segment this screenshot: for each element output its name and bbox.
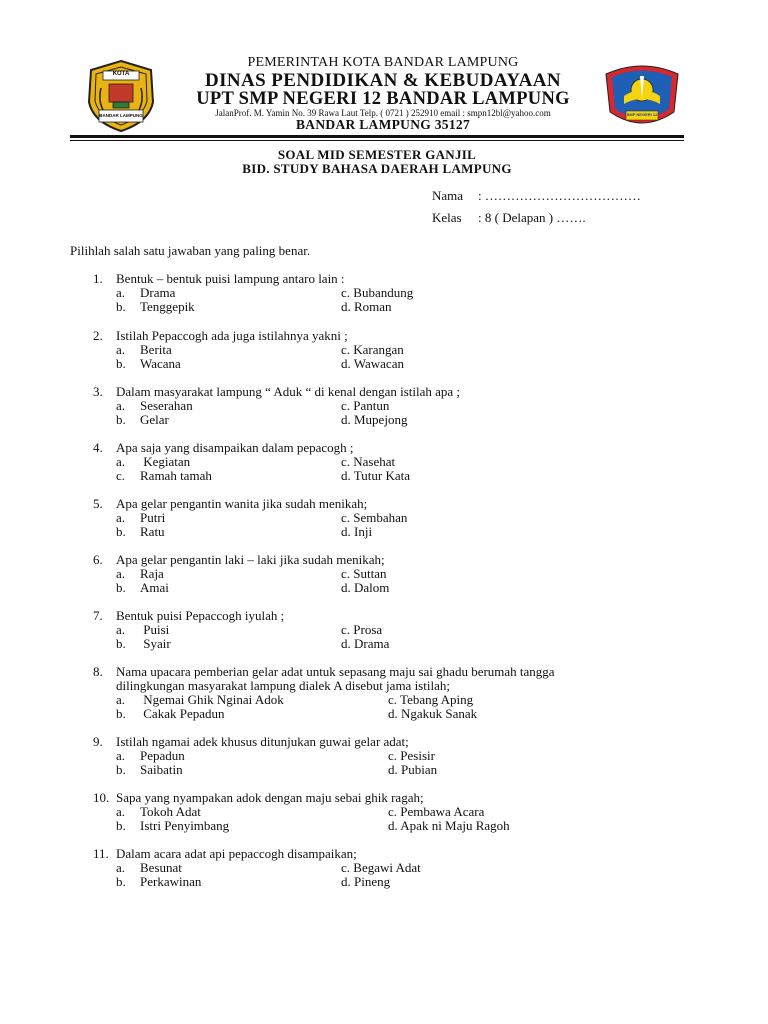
- option-b: b. Perkawinan: [116, 874, 202, 889]
- option-c: c. Prosa: [341, 622, 383, 637]
- department-name: DINAS PENDIDIKAN & KEBUDAYAAN: [205, 70, 561, 91]
- instruction-text: Pilihlah salah satu jawaban yang paling benar.: [70, 243, 311, 258]
- option-d: d. Ngakuk Sanak: [388, 706, 478, 721]
- kelas-field: [432, 210, 586, 226]
- question-text: Nama upacara pemberian gelar adat untuk sepasang maju sai ghadu berumah tangga: [116, 664, 555, 679]
- question-text: Istilah Pepaccogh ada juga istilahnya yakni ;: [116, 328, 348, 343]
- option-a: a. Seserahan: [116, 398, 193, 413]
- option-d: d. Pineng: [341, 874, 391, 889]
- government-name: PEMERINTAH KOTA BANDAR LAMPUNG: [247, 55, 519, 70]
- nama-value: : ………………………………: [478, 188, 641, 203]
- option-b: b. Istri Penyimbang: [116, 818, 230, 833]
- option-d: d. Inji: [341, 524, 373, 539]
- option-a: a. Putri: [116, 510, 166, 525]
- option-d: d. Wawacan: [341, 356, 404, 371]
- exam-title: SOAL MID SEMESTER GANJIL: [277, 147, 477, 162]
- option-c: c. Tebang Aping: [388, 692, 474, 707]
- question-number: 8.: [93, 664, 103, 679]
- question-text: Dalam masyarakat lampung “ Aduk “ di kenal dengan istilah apa ;: [116, 384, 461, 399]
- question-text: Apa saja yang disampaikan dalam pepacogh ;: [116, 440, 354, 455]
- option-d: d. Drama: [341, 636, 390, 651]
- option-c: c. Pantun: [341, 398, 390, 413]
- option-d: d. Apak ni Maju Ragoh: [388, 818, 510, 833]
- option-a: a. Kegiatan: [116, 454, 191, 469]
- school-name: UPT SMP NEGERI 12 BANDAR LAMPUNG: [196, 89, 570, 109]
- option-d: d. Roman: [341, 299, 392, 314]
- nama-label: Nama: [432, 188, 464, 203]
- option-d: d. Dalom: [341, 580, 390, 595]
- option-d: d. Pubian: [388, 762, 438, 777]
- option-a: a. Besunat: [116, 860, 182, 875]
- logo-right-text: SMP NEGERI 12: [626, 112, 658, 117]
- option-c: c. Sembahan: [341, 510, 408, 525]
- option-a: a. Pepadun: [116, 748, 185, 763]
- option-c: c. Bubandung: [341, 285, 414, 300]
- question-number: 3.: [93, 384, 103, 399]
- question-number: 9.: [93, 734, 103, 749]
- kelas-label: Kelas: [432, 210, 462, 225]
- option-c: c. Pembawa Acara: [388, 804, 485, 819]
- option-b: b. Tenggepik: [116, 299, 195, 314]
- option-b: b. Gelar: [116, 412, 169, 427]
- option-b: b. Cakak Pepadun: [116, 706, 225, 721]
- question-text: Dalam acara adat api pepaccogh disampaikan;: [116, 846, 357, 861]
- option-b: c. Ramah tamah: [116, 468, 212, 483]
- question-number: 4.: [93, 440, 103, 455]
- option-c: c. Suttan: [341, 566, 387, 581]
- city-emblem-logo: [83, 58, 159, 134]
- option-a: a. Raja: [116, 566, 164, 581]
- question-number: 11.: [93, 846, 109, 861]
- question-number: 5.: [93, 496, 103, 511]
- question-number: 6.: [93, 552, 103, 567]
- option-d: d. Mupejong: [341, 412, 408, 427]
- option-b: b. Saibatin: [116, 762, 183, 777]
- option-c: c. Karangan: [341, 342, 404, 357]
- question-number: 2.: [93, 328, 103, 343]
- question-text: Bentuk – bentuk puisi lampung antaro lain :: [116, 271, 345, 286]
- exam-subject: BID. STUDY BAHASA DAERAH LAMPUNG: [242, 161, 512, 176]
- option-a: a. Puisi: [116, 622, 170, 637]
- question-number: 1.: [93, 271, 103, 286]
- option-c: c. Nasehat: [341, 454, 396, 469]
- question-number: 7.: [93, 608, 103, 623]
- option-d: d. Tutur Kata: [341, 468, 410, 483]
- question-number: 10.: [93, 790, 110, 805]
- option-b: b. Syair: [116, 636, 171, 651]
- option-b: b. Wacana: [116, 356, 181, 371]
- question-text: Sapa yang nyampakan adok dengan maju sebai ghik ragah;: [116, 790, 424, 805]
- option-a: a. Ngemai Ghik Nginai Adok: [116, 692, 284, 707]
- question-text: Apa gelar pengantin laki – laki jika sudah menikah;: [116, 552, 385, 567]
- nama-field: [432, 188, 641, 204]
- option-b: b. Ratu: [116, 524, 165, 539]
- logo-left-bottom-text: BANDAR LAMPUNG: [99, 113, 143, 118]
- option-c: c. Begawi Adat: [341, 860, 421, 875]
- question-text: Bentuk puisi Pepaccogh iyulah ;: [116, 608, 285, 623]
- logo-left-top-text: KOTA: [112, 71, 130, 77]
- option-a: a. Drama: [116, 285, 176, 300]
- school-address: JalanProf. M. Yamin No. 39 Rawa Laut Telp. ( 0721 ) 252910 email : smpn12bl@yahoo.com: [215, 108, 551, 118]
- school-emblem-logo: [600, 58, 684, 134]
- question-text-continued: dilingkungan masyarakat lampung dialek A disebut jama istilah;: [116, 678, 450, 693]
- letterhead-rule-thin: [70, 140, 684, 141]
- option-a: a. Berita: [116, 342, 172, 357]
- question-text: Istilah ngamai adek khusus ditunjukan guwai gelar adat;: [116, 734, 409, 749]
- option-b: b. Amai: [116, 580, 169, 595]
- option-c: c. Pesisir: [388, 748, 435, 763]
- question-text: Apa gelar pengantin wanita jika sudah menikah;: [116, 496, 368, 511]
- letterhead-rule-thick: [70, 135, 684, 138]
- option-a: a. Tokoh Adat: [116, 804, 201, 819]
- kelas-value: : 8 ( Delapan ) …….: [478, 210, 586, 225]
- school-city: BANDAR LAMPUNG 35127: [296, 117, 470, 132]
